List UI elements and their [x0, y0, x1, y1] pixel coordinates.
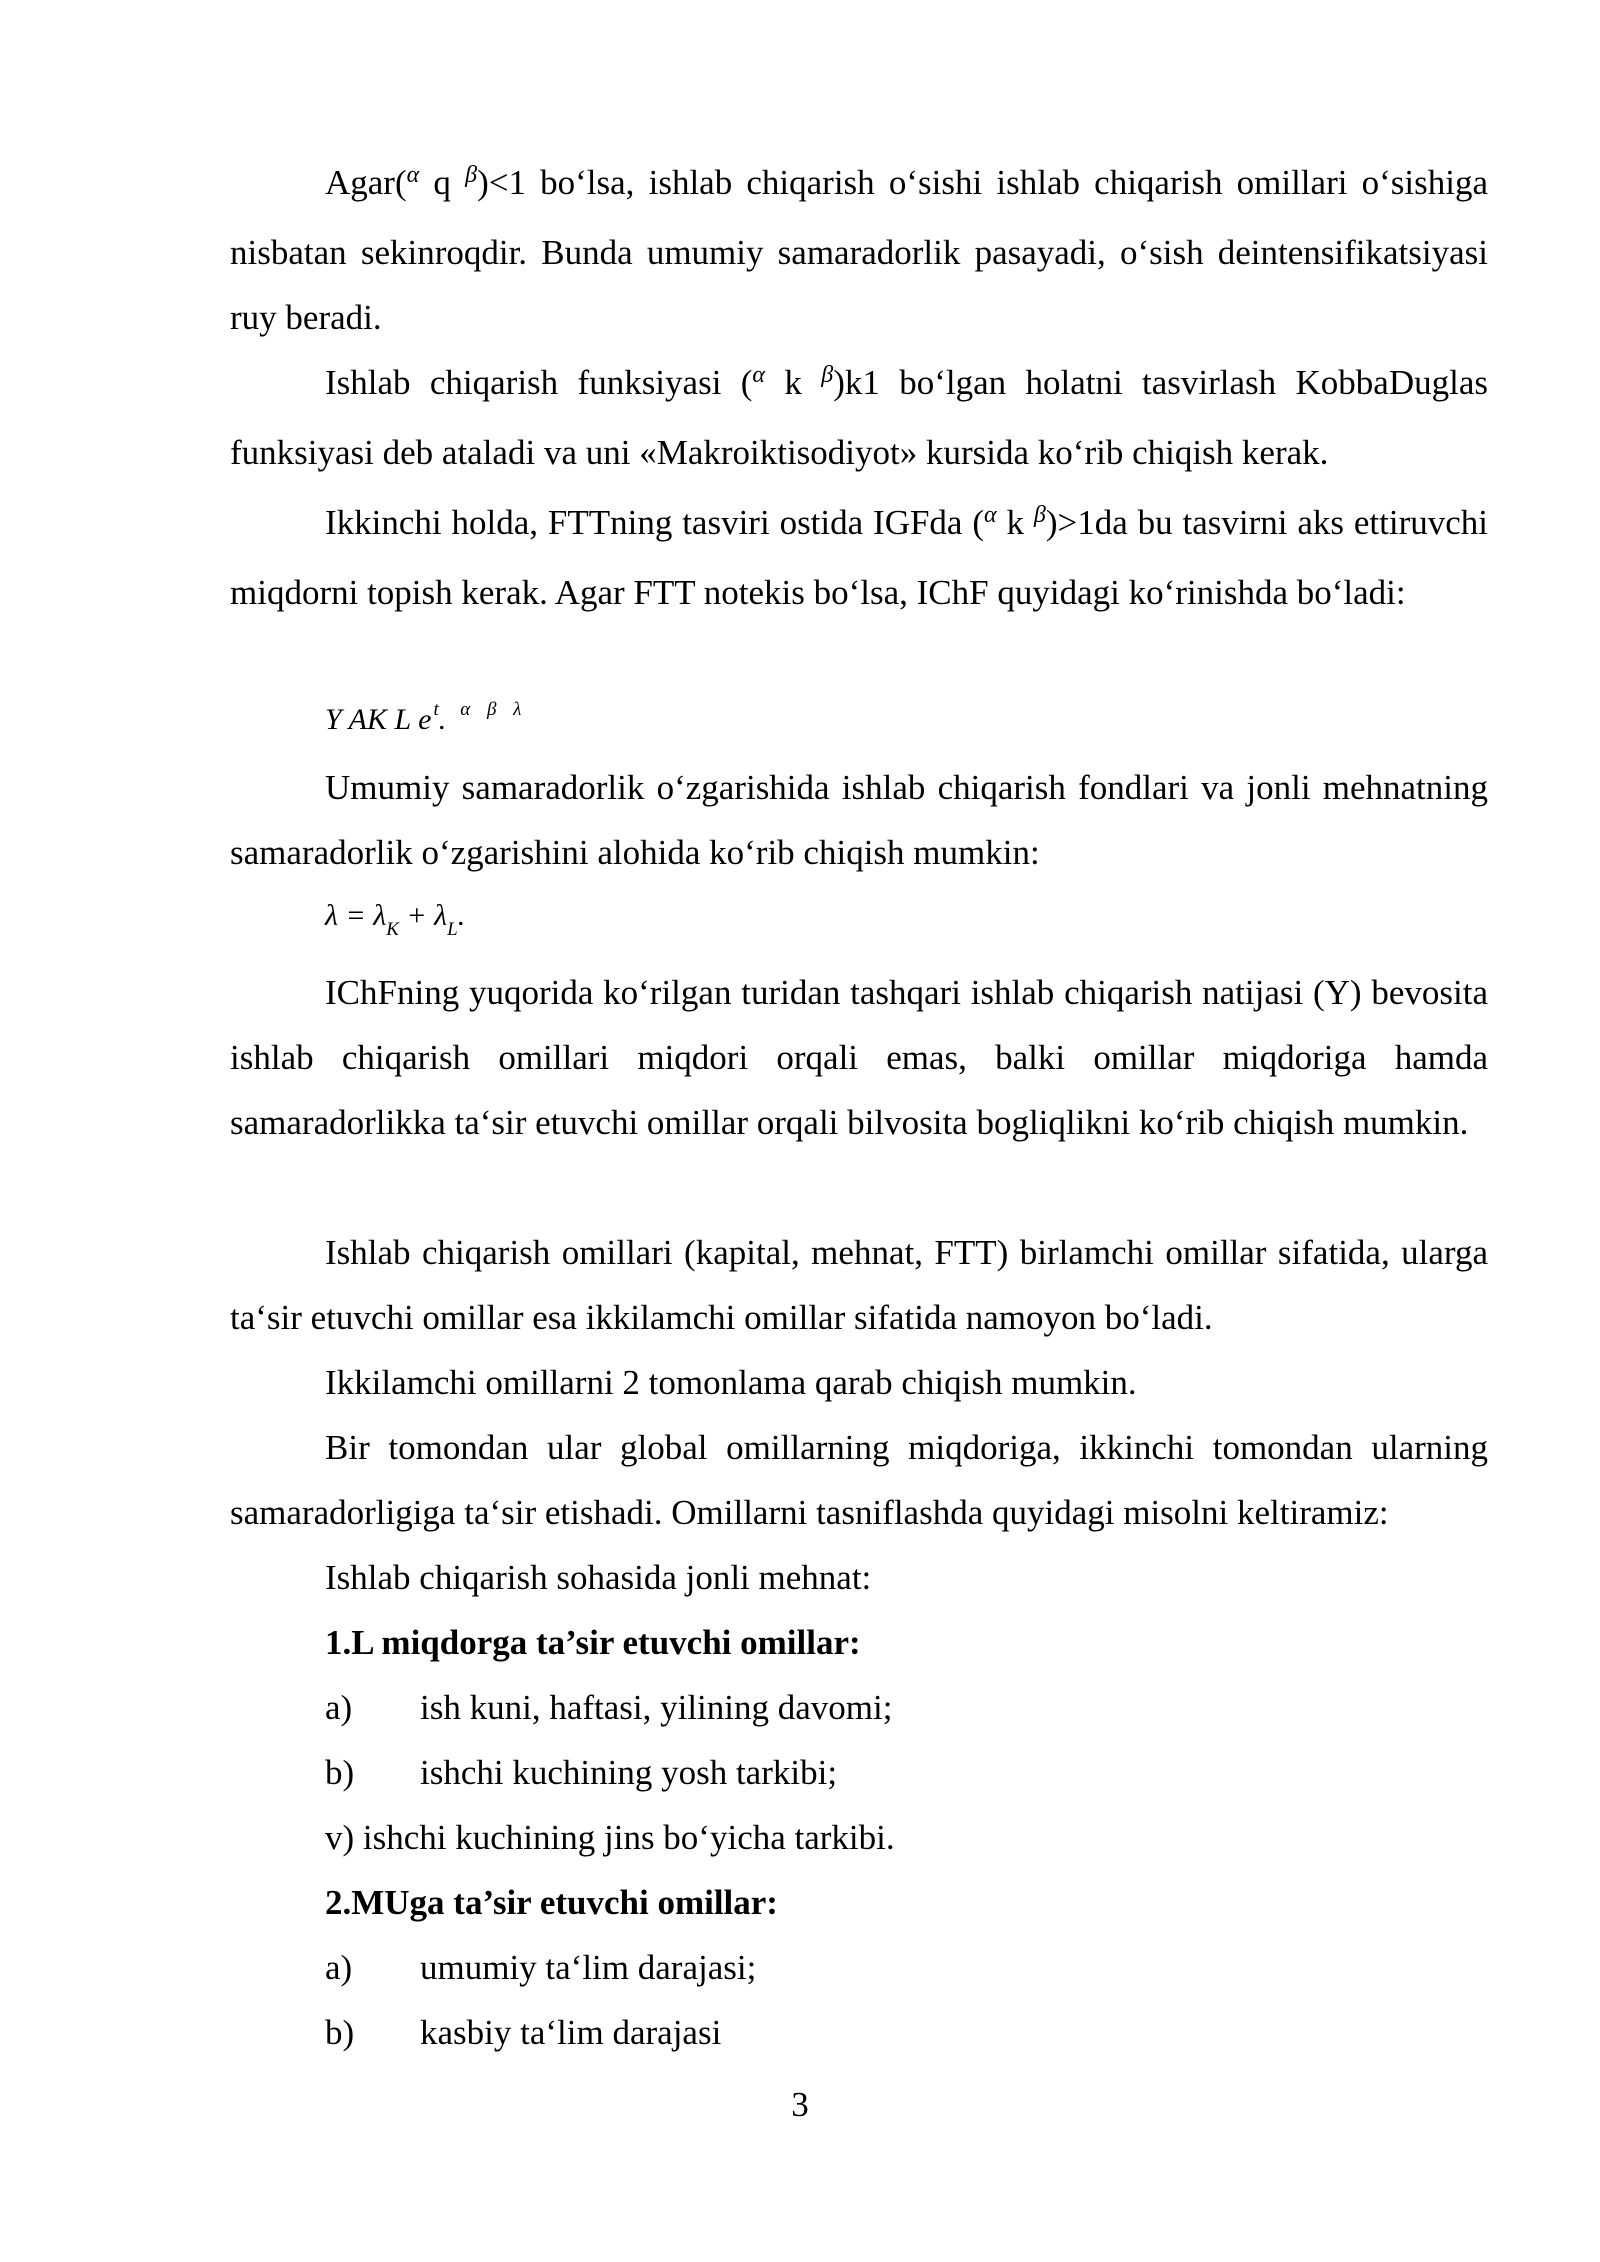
formula-2-plus: + λ	[398, 899, 448, 932]
operator-symbol: k	[1006, 503, 1024, 542]
list-marker: a)	[325, 1688, 353, 1727]
paragraph-6: Ishlab chiqarish omillari (kapital, mehnat, FTT) birlamchi omillar sifatida, ularga ta‘sir etuvchi omillar esa ikkilamchi omillar sifatida namoyon bo‘ladi.	[230, 1233, 1488, 1337]
formula-lambda	[325, 896, 465, 940]
list-text: umumiy ta‘lim darajasi;	[420, 1948, 757, 1987]
formula-1-dot: .	[438, 703, 447, 736]
list-1-item-a	[325, 1675, 892, 1740]
list-marker: a)	[325, 1948, 353, 1987]
paragraph-2-start: Ishlab chiqarish funksiyasi (	[325, 363, 753, 402]
formula-1-main: Y AK L e	[325, 703, 432, 736]
paragraph-1	[230, 150, 1488, 350]
list-1-item-v: v) ishchi kuchining jins bo‘yicha tarkibi.	[325, 1818, 895, 1857]
operator-symbol: k	[784, 363, 802, 402]
paragraph-4: Umumiy samaradorlik o‘zgarishida ishlab chiqarish fondlari va jonli mehnatning samaradorlik o‘zgarishini alohida ko‘rib chiqish mumkin:	[230, 768, 1488, 872]
paragraph-3	[230, 490, 1488, 625]
alpha-symbol: α	[406, 162, 420, 188]
list-marker: b)	[325, 1753, 355, 1792]
paragraph-2-end: )k1 bo‘lgan holatni tasvirlash KobbaDuglas funksiyasi deb ataladi va uni «Makroiktisodiyot» kursida ko‘rib chiqish kerak.	[230, 363, 1488, 472]
paragraph-1-start: Agar(	[325, 163, 407, 202]
paragraph-9: Ishlab chiqarish sohasida jonli mehnat:	[325, 1558, 872, 1597]
list-text: kasbiy ta‘lim darajasi	[420, 2013, 722, 2052]
paragraph-3-end: )>1da bu tasvirni aks ettiruvchi miqdorni topish kerak. Agar FTT notekis bo‘lsa, IChF quyidagi ko‘rinishda bo‘ladi:	[230, 503, 1488, 612]
formula-2-sub-l: L	[447, 919, 458, 940]
formula-2-sub-k: K	[386, 919, 399, 940]
formula-2-lhs: λ = λ	[325, 899, 387, 932]
list-1-item-b	[325, 1740, 837, 1805]
list-text: ish kuni, haftasi, yilining davomi;	[420, 1688, 893, 1727]
formula-1-exponents: α β λ	[460, 699, 528, 720]
list-2-item-b	[325, 2000, 721, 2065]
paragraph-1-end: )<1 bo‘lsa, ishlab chiqarish o‘sishi ishlab chiqarish omillari o‘sishiga nisbatan sekinroqdir. Bunda umumiy samaradorlik pasayadi, o‘sish deintensifikatsiyasi ruy beradi.	[230, 163, 1489, 337]
alpha-symbol: α	[752, 362, 766, 388]
alpha-symbol: α	[984, 502, 997, 528]
paragraph-8: Bir tomondan ular global omillarning miqdoriga, ikkinchi tomondan ularning samaradorligiga ta‘sir etishadi. Omillarni tasniflashda quyidagi misolni keltiramiz:	[230, 1428, 1488, 1532]
paragraph-7: Ikkilamchi omillarni 2 tomonlama qarab chiqish mumkin.	[325, 1363, 1137, 1402]
list-marker: b)	[325, 2013, 355, 2052]
formula-1-t: t	[433, 699, 439, 720]
page-number: 3	[791, 2085, 809, 2124]
formula-cobb-douglas	[325, 700, 527, 744]
beta-symbol: β	[465, 162, 478, 188]
beta-symbol: β	[1033, 502, 1046, 528]
list-text: ishchi kuchining yosh tarkibi;	[420, 1753, 838, 1792]
paragraph-3-start: Ikkinchi holda, FTTning tasviri ostida IGFda (	[325, 503, 984, 542]
heading-1: 1.L miqdorga ta’sir etuvchi omillar:	[325, 1623, 861, 1662]
beta-symbol: β	[821, 362, 834, 388]
heading-2: 2.MUga ta’sir etuvchi omillar:	[325, 1883, 778, 1922]
paragraph-5: IChFning yuqorida ko‘rilgan turidan tashqari ishlab chiqarish natijasi (Y) bevosita ishlab chiqarish omillari miqdori orqali emas, balki omillar miqdoriga hamda samaradorlikka ta‘sir etuvchi omillar orqali bilvosita bogliqlikni ko‘rib chiqish mumkin.	[230, 973, 1488, 1142]
paragraph-2	[230, 350, 1488, 485]
operator-symbol: q	[433, 163, 451, 202]
formula-2-dot: .	[457, 899, 466, 932]
list-2-item-a	[325, 1935, 756, 2000]
